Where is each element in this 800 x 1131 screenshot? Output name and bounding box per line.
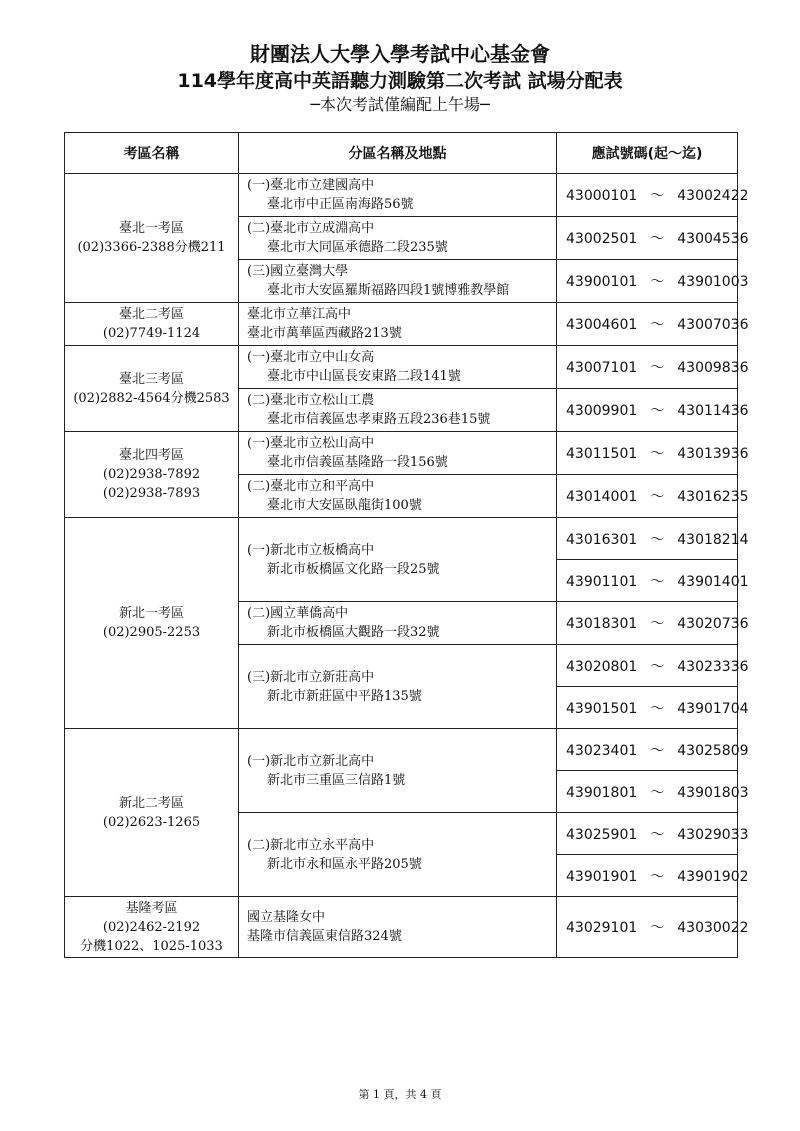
- number-range-cell: [557, 518, 749, 560]
- range-separator: ～: [650, 188, 665, 204]
- number-range-cell: [557, 475, 749, 518]
- site-name: (一)臺北市立中山女高: [247, 350, 375, 365]
- number-range-cell: [557, 303, 749, 346]
- region-phone: (02)2938-7893: [102, 486, 201, 501]
- table-row: [65, 174, 738, 217]
- document-note: ─本次考試僅編配上午場─: [310, 95, 490, 114]
- site-name: (三)國立臺灣大學: [247, 264, 349, 279]
- site-name: (一)新北市立板橋高中: [247, 542, 375, 558]
- region-cell: [65, 729, 239, 897]
- range-end: 43018214: [677, 531, 749, 548]
- site-cell: [239, 897, 557, 958]
- region-cell: [65, 174, 239, 303]
- region-phone: (02)2905-2253: [102, 625, 201, 640]
- region-cell: [65, 518, 239, 729]
- range-start: 43029101: [566, 920, 638, 936]
- range-start: 43023401: [566, 742, 638, 759]
- site-cell: [239, 729, 557, 813]
- site-address: 臺北市信義區忠孝東路五段236巷15號: [267, 412, 491, 427]
- site-address: 臺北市大安區羅斯福路四段1號博雅教學館: [267, 283, 510, 298]
- number-range-cell: [557, 432, 749, 475]
- range-separator: ～: [650, 403, 665, 419]
- range-end: 43901902: [677, 868, 749, 885]
- number-range-cell: [557, 687, 749, 729]
- table-body: [65, 174, 749, 958]
- range-end: 43016235: [677, 489, 749, 505]
- site-name: 國立基隆女中: [247, 910, 326, 925]
- number-range-cell: [557, 645, 749, 687]
- site-cell: [239, 174, 557, 217]
- range-end: 43009836: [677, 360, 749, 376]
- region-name: 臺北二考區: [118, 307, 184, 322]
- range-end: 43007036: [677, 317, 749, 333]
- site-cell: [239, 432, 557, 475]
- site-cell: [239, 602, 557, 645]
- site-cell: [239, 303, 557, 346]
- site-cell: [239, 645, 557, 729]
- number-range-cell: [557, 217, 749, 260]
- range-start: 43011501: [566, 446, 638, 462]
- header-range: 應試號碼(起～迄): [557, 133, 738, 174]
- number-range-cell: [557, 174, 749, 217]
- region-name: 臺北三考區: [118, 371, 184, 387]
- range-end: 43901704: [677, 700, 749, 717]
- header-site: 分區名稱及地點: [239, 133, 557, 174]
- range-start: 43018301: [566, 616, 638, 632]
- range-start: 43009901: [566, 403, 638, 419]
- site-name: (二)臺北市立和平高中: [247, 479, 375, 494]
- range-end: 43023336: [677, 658, 749, 675]
- site-name: (一)臺北市立松山高中: [247, 436, 375, 451]
- range-separator: ～: [650, 920, 665, 936]
- number-range-cell: [557, 729, 749, 771]
- range-start: 43901801: [566, 784, 638, 801]
- range-end: 43901003: [677, 274, 749, 290]
- range-separator: ～: [650, 231, 665, 247]
- region-cell: [65, 897, 239, 958]
- site-cell: [239, 813, 557, 897]
- range-end: 43004536: [677, 231, 749, 247]
- range-separator: ～: [650, 360, 665, 376]
- site-cell: [239, 475, 557, 518]
- site-address: 臺北市信義區基隆路一段156號: [267, 455, 448, 470]
- table-row: [65, 518, 738, 560]
- site-address: 臺北市中山區長安東路二段141號: [267, 369, 461, 384]
- range-separator: ～: [650, 658, 665, 675]
- site-name: (二)新北市立永平高中: [247, 837, 375, 853]
- site-cell: [239, 260, 557, 303]
- site-name: (二)臺北市立松山工農: [247, 393, 375, 408]
- region-name: 臺北一考區: [118, 221, 184, 236]
- range-separator: ～: [650, 274, 665, 290]
- range-start: 43901101: [566, 573, 638, 590]
- site-address: 臺北市萬華區西藏路213號: [247, 326, 402, 341]
- table-row: [65, 303, 738, 346]
- page-number: 第 1 頁，共 4 頁: [358, 1088, 442, 1101]
- region-name: 新北二考區: [118, 795, 184, 811]
- site-address: 新北市永和區永平路205號: [267, 856, 422, 872]
- range-start: 43020801: [566, 658, 638, 675]
- number-range-cell: [557, 260, 749, 303]
- range-end: 43030022: [677, 920, 749, 936]
- site-name: 臺北市立華江高中: [247, 307, 352, 322]
- number-range-cell: [557, 389, 749, 432]
- region-name: 基隆考區: [125, 900, 178, 916]
- site-name: (一)臺北市立建國高中: [247, 178, 375, 193]
- exam-site-table: [64, 132, 749, 958]
- range-start: 43004601: [566, 317, 638, 333]
- site-address: 新北市三重區三信路1號: [267, 772, 406, 788]
- range-end: 43901401: [677, 573, 749, 590]
- range-start: 43901501: [566, 700, 638, 717]
- range-start: 43002501: [566, 231, 638, 247]
- region-name: 新北一考區: [118, 606, 184, 621]
- range-end: 43002422: [677, 188, 749, 204]
- range-separator: ～: [650, 616, 665, 632]
- range-separator: ～: [650, 826, 665, 843]
- site-address: 臺北市中正區南海路56號: [267, 197, 414, 212]
- number-range-cell: [557, 855, 749, 897]
- range-separator: ～: [650, 868, 665, 885]
- range-separator: ～: [650, 700, 665, 717]
- number-range-cell: [557, 602, 749, 645]
- region-cell: [65, 346, 239, 432]
- site-cell: [239, 217, 557, 260]
- range-separator: ～: [650, 446, 665, 462]
- range-end: 43029033: [677, 826, 749, 843]
- range-end: 43025809: [677, 742, 749, 759]
- table-row: [65, 897, 738, 958]
- site-address: 臺北市大安區臥龍街100號: [267, 498, 422, 513]
- range-end: 43020736: [677, 616, 749, 632]
- document-title: 財團法人大學入學考試中心基金會: [250, 42, 550, 66]
- range-end: 43011436: [677, 403, 749, 419]
- site-name: (三)新北市立新莊高中: [247, 669, 375, 685]
- region-cell: [65, 303, 239, 346]
- site-name: (一)新北市立新北高中: [247, 753, 375, 769]
- range-start: 43900101: [566, 274, 638, 290]
- region-phone: (02)2462-2192: [102, 919, 201, 935]
- table-row: [65, 432, 738, 475]
- site-name: (二)臺北市立成淵高中: [247, 221, 375, 236]
- range-separator: ～: [650, 489, 665, 505]
- document-subtitle: 114學年度高中英語聽力測驗第二次考試 試場分配表: [177, 70, 623, 92]
- site-name: (二)國立華僑高中: [247, 606, 349, 621]
- range-separator: ～: [650, 742, 665, 759]
- number-range-cell: [557, 813, 749, 855]
- range-end: 43013936: [677, 446, 749, 462]
- region-phone: (02)2882-4564分機2583: [73, 390, 230, 406]
- region-cell: [65, 432, 239, 518]
- range-separator: ～: [650, 531, 665, 548]
- site-address: 基隆市信義區東信路324號: [247, 929, 402, 944]
- range-start: 43025901: [566, 826, 638, 843]
- range-start: 43007101: [566, 360, 638, 376]
- header-region: 考區名稱: [65, 133, 239, 174]
- region-name: 臺北四考區: [118, 448, 184, 463]
- region-phone: (02)3366-2388分機211: [77, 240, 226, 255]
- range-end: 43901803: [677, 784, 749, 801]
- site-address: 新北市新莊區中平路135號: [267, 688, 422, 704]
- table-row: [65, 729, 738, 771]
- range-separator: ～: [650, 784, 665, 801]
- range-start: 43901901: [566, 868, 638, 885]
- number-range-cell: [557, 346, 749, 389]
- region-phone: (02)2938-7892: [102, 467, 201, 482]
- site-cell: [239, 389, 557, 432]
- site-address: 臺北市大同區承德路二段235號: [267, 240, 448, 255]
- table-row: [65, 346, 738, 389]
- number-range-cell: [557, 771, 749, 813]
- range-separator: ～: [650, 317, 665, 333]
- table-header-row: [65, 133, 738, 174]
- region-phone: (02)2623-1265: [102, 814, 201, 830]
- site-address: 新北市板橋區大觀路一段32號: [267, 625, 440, 640]
- region-phone: 分機1022、1025-1033: [80, 938, 223, 954]
- number-range-cell: [557, 560, 749, 602]
- range-separator: ～: [650, 573, 665, 590]
- number-range-cell: [557, 897, 749, 958]
- site-address: 新北市板橋區文化路一段25號: [267, 561, 440, 577]
- region-phone: (02)7749-1124: [102, 326, 201, 341]
- range-start: 43016301: [566, 531, 638, 548]
- site-cell: [239, 518, 557, 602]
- range-start: 43000101: [566, 188, 638, 204]
- site-cell: [239, 346, 557, 389]
- range-start: 43014001: [566, 489, 638, 505]
